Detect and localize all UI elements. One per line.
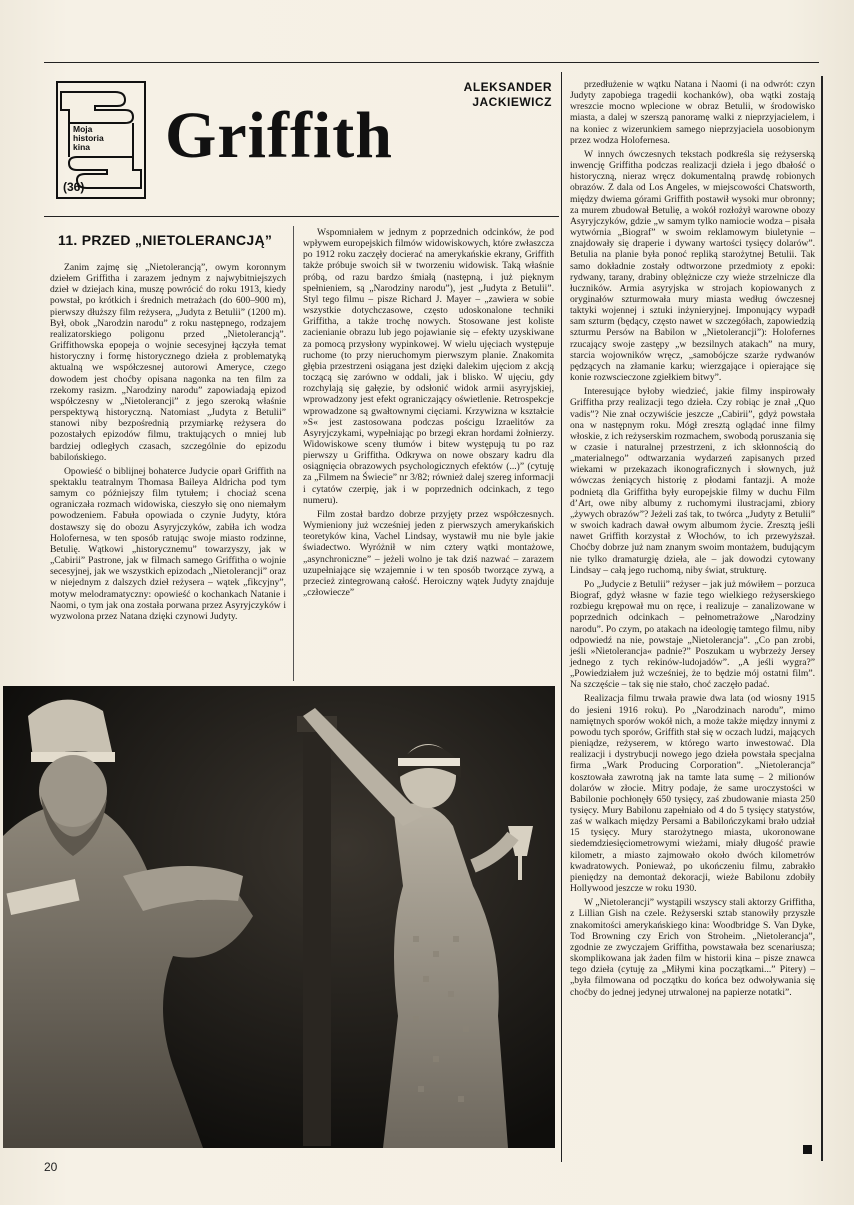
film-still-illustration bbox=[3, 686, 555, 1148]
header-bottom-rule bbox=[44, 216, 559, 217]
paragraph: przedłużenie w wątku Natana i Naomi (i na odwrót: czyn Judyty zapobiega tragedii kochanków), oba wątki zostają wreszcie mocno wplecione w obraz Betulii, w środowisko miasta, a dalej w szerszą panoramę walki z nieprzyjacielem, i na koniec z wizerunkiem samego nieprzyjaciela uosobionym przez wodza Holofernesa. bbox=[570, 79, 815, 146]
column-divider-2 bbox=[561, 72, 562, 1162]
author-byline bbox=[430, 80, 552, 110]
series-label-line-2: historia bbox=[73, 133, 104, 143]
paragraph: Opowieść o biblijnej bohaterce Judycie oparł Griffith na spektaklu teatralnym Thomasa Baileya Aldricha pod tym samym co późniejszy film tytułem; i chociaż scena ograniczała rozmach widowiska, cieszyło się ono niemałym powodzeniem. Fabuła opowiada o czynie Judyty, która dostawszy się do obozu Asyryjczyków, zabiła ich wodza Holofernesa, w ten sposób ratując swoje miasto rodzinne, Betulię. Wątkowi „historycznemu” towarzyszy, jak w „Cabirii” Pastrone, jak w filmach samego Griffitha o wojnie secesyjnej, jak we wszystkich epizodach „Nietolerancji” oraz w niejednym z dalszych dzieł reżysera – wątek „fikcyjny”, motyw melodramatyczny: opowieść o kochankach Natanie i Naomi, o tym jak ona została porwana przez Asyryjczyków i wyzwolona przez Natana dzięki czynowi Judyty. bbox=[50, 465, 286, 622]
text-column-2 bbox=[303, 227, 554, 598]
author-last-name: JACKIEWICZ bbox=[472, 95, 552, 109]
end-of-article-mark bbox=[803, 1145, 812, 1154]
series-label bbox=[72, 124, 110, 153]
paragraph: Po „Judycie z Betulii” reżyser – jak już mówiłem – porzuca Biograf, gdyż własne w fazie tego wielkiego reżyserskiego rozbiegu krępował mu on ręce, i realizuje – zanalizowane w poprzednich odcinkach – pełnometrażowe „Narodziny narodu”. Po czym, po atakach na ideologię tamtego filmu, niby odpowiedź na nie, powstaje „Nietolerancja”. „Co pan zrobi, jeśli »Nietolerancja« padnie?” Poszukam u wybrzeży Jersey jednego z tych rekinów-ludojadów”. „A jeśli wygra?” „Powiedziałem już wcześniej, że to będzie mój ostatni film”. Na szczęście – tak się nie stało, choć zaczęło padać. bbox=[570, 578, 815, 691]
section-heading: 11. PRZED „NIETOLERANCJĄ” bbox=[58, 232, 273, 248]
paragraph: W „Nietolerancji” wystąpili wszyscy stali aktorzy Griffitha, z Lillian Gish na czele. Reżyserski sztab stanowiły przyszłe znakomitości amerykańskiego kina: Woodbridge S. Van Dyke, Tod Browning czy Erich von Stroheim. „Nietolerancja”, zgodnie ze zwyczajem Griffitha, powstawała bez scenariusza; skomplikowana jak żaden film w historii kina – pisze znawca tego dzieła (cytuję za „Miłymi kina początkami...” Pitery) – „była filmowana od początku do końca bez odwoływania się choćby do jednej jedynej utrwalonej na papierze notatki”. bbox=[570, 897, 815, 998]
paragraph: Film został bardzo dobrze przyjęty przez współczesnych. Wymieniony już wcześniej jeden z pierwszych amerykańskich teoretyków kina, Vachel Lindsay, wystawił mu nie byle jakie świadectwo. Wyróżnił w nim cztery wątki montażowe, „asynchroniczne” – jeżeli wolno je tak dziś nazwać – zarazem uzupełniające się wzajemnie i w ten sposób tworzące zywą, a przecież zintegrowaną całość. Heroiczny wątek Judyty znajduje „człowiecze” bbox=[303, 508, 554, 598]
paragraph: Wspomniałem w jednym z poprzednich odcinków, że pod wpływem europejskich filmów widowiskowych, które zwłaszcza po 1912 roku zaczęły docierać na amerykańskie ekrany, Griffith także próbuje swoich sił w tworzeniu widowisk. Taką właśnie próbą, od razu bardzo śmiałą (następną, i już pięknym spełnieniem, są „Narodziny narodu”), jest „Judyta z Betulii”. Styl tego filmu – pisze Richard J. Mayer – „zawiera w sobie wszystkie dotychczasowe, często udoskonalone techniki Griffitha, a także trochę nowych. Stosowane jest koliste zacienianie obrazu lub jego pojawianie się – efekty uzyskiwane za pomocą przysłony wypinkowej. W wielu ujęciach występuje ruchome (to przy nieruchomym pierwszym planie. Znakomita głębia przestrzeni osiągana jest dzięki dalekim ujęciom z akcją toczącą się zarówno w oddali, jak i blisko. W ujęciu, gdy rozchylają się gałęzie, by odsłonić widok armii asyryjskiej, wprowadzony jest efekt ograniczający oświetlenie. Retrospekcje wprowadzone są gwałtownymi cięciami. Krzywizna w kształcie »S« jest zastosowana podczas pościgu Izraelitów za Asyryjczykami, wypełniając po brzegi ekran hordami żołnierzy. Widowiskowe sceny tłumów i bitew występują tu po raz pierwszy u Griffitha. Odkrywa on nowe obszary kadru dla osiągnięcia obrazowych psychologicznych efektów (...)” (cytuję za „Filmem na Świecie” nr 3/82; również dalej szereg informacji i cytatów czerpię, jak i w poprzednich odcinkach, z tego numeru). bbox=[303, 227, 554, 506]
series-number: (36) bbox=[63, 180, 85, 194]
film-still-photo bbox=[3, 686, 555, 1148]
series-logo bbox=[55, 80, 147, 200]
text-column-1 bbox=[50, 262, 286, 622]
paragraph: Zanim zajmę się „Nietolerancją”, owym koronnym dziełem Griffitha i zarazem jednym z najwybitniejszych dzieł w dziejach kina, muszę powrócić do roku 1913, kiedy powstał, po krótkich i średnich metrażach (do 600–900 m), pierwszy dłuższy film reżysera, „Judyta z Betulii” (1200 m). Był, obok „Narodzin narodu” z roku następnego, rodzajem realizatorskiego poligonu przed „Nietolerancją”. Griffithowska epopeja o wojnie secesyjnej łączyła temat historyczny i formę historycznego dzieła z problematyką aktualną we współczesnej autorowi Ameryce, czego dowodem jest choćby opisana nagonka na ten film za rzekomy rasizm. „Narodziny narodu” zapowiadają epizod współczesny w „Nietolerancji” z jego szeroką właśnie perspektywą historyczną. Natomiast „Judyta z Betulii” stanowi niby bezpośrednią przymiarkę reżysera do pozostałych epizodów filmu, traktujących o mniej lub bardziej odległych czasach, szczególnie do epizodu babilońskiego. bbox=[50, 262, 286, 463]
column-divider-1 bbox=[293, 226, 294, 681]
page-number: 20 bbox=[44, 1160, 58, 1174]
right-edge-rule bbox=[821, 76, 823, 1161]
author-first-name: ALEKSANDER bbox=[463, 80, 552, 94]
series-label-line-1: Moja bbox=[73, 124, 93, 134]
text-column-3 bbox=[570, 79, 815, 998]
series-label-line-3: kina bbox=[73, 142, 91, 152]
paragraph: Interesujące byłoby wiedzieć, jakie filmy inspirowały Griffitha przy realizacji tego dzieła. Czy robiąc je znał „Quo vadis”? Nie znał oczywiście jeszcze „Cabirii”, gdyż powstała ona w następnym roku. Mógł zresztą oglądać inne filmy włoskie, z ich reżyserskim rozmachem, swobodą poruszania się w czasie i naturalnej przestrzeni, z ich skłonnością do „materialnego” odtwarzania wydarzeń zapisanych przed wiekami w przekazach ikonograficznych i słownych, już wówczas żeniących historię z płodami fantazji. A może podnietą dla Griffitha były europejskie filmy w duchu Film d’Art, owe niby albumy z ruchomymi ilustracjami, zbiory „żywych obrazów”? Jeżeli zaś tak, to twórca „Judyty z Betulii” w swoich kadrach dawał owym albumom życie. Zresztą jeśli nawet Griffith korzystał z Włochów, to ich przewyższał. Choćby dobrze już nam znanym swoim montażem, budującym nie tylko dramaturgię dzieła, ale – jak dowodzi cytowany Lindsay – całą jego ruchomą, niby świat, strukturę. bbox=[570, 386, 815, 576]
paragraph: Realizacja filmu trwała prawie dwa lata (od wiosny 1915 do jesieni 1916 roku). Po „Narodzinach narodu”, mimo namiętnych sporów wokół nich, a może także między innymi z powodu tych sporów, Griffith stał się w oczach ludzi, mających pieniądze, reżyserem, w którego warto inwestować. Dla realizacji i dystrybucji nowego jego dzieła powstała specjalna firma „Wark Producing Corporation”. „Nietolerancja” kosztowała zawrotną jak na tamte lata sumę – 2 milionów dolarów w złocie. Mitry podaje, że same uroczystości w Babilonie pochłonęły 650 tysięcy, zaś zbudowanie miasta 250 tysięcy. Mury Babilonu zapełniało od 4 do 5 tysięcy statystów, zaś w walkach między Persami a Babilończykami brało udział 15 tysięcy. Mury starożytnego miasta, ukoronowane siedemdziesięciometrowymi wieżami, miały długość prawie kilometr, a miasto zajmowało około dwóch kilometrów kwadratowych. Ponieważ, po ukończeniu filmu, zabrakło pieniędzy na demontaż dekoracji, wieże Babilonu zdobiły Hollywood jeszcze w roku 1930. bbox=[570, 693, 815, 895]
paragraph: W innych ówczesnych tekstach podkreśla się reżyserską inwencję Griffitha podczas realizacji dzieła i jego dbałość o historyczną, nieraz wręcz dokumentalną prawdę robionych obrazów. Z dala od Los Angeles, w miejscowości Chatsworth, między dwiema górami Griffith postawił wysoki mur obronny; za murem zbudował Betulię, a wokół rozłożył warowne obozy Asyryjczyków, gdzie „w samym tylko namiocie wodza – pisała wytwórnia „Biograf” w swoim reklamowym biuletynie – znajdowały się draperie i dywany wartości tysięcy dolarów”. Betulia na planie była ponoć repliką starożytnej Betulii. Tak samo dokładnie zostały odtworzone przedmioty z epoki: rydwany, tarany, drabiny oblężnicze czy wieże strzelnicze dla łuczników. Armia asyryjska w strojach kopiowanych z oryginałów szturmowała mury miasta według ówczesnej taktyki wojennej i sztuki inżynieryjnej. Imponujący wypadł sam szturm (będący, często nawet w szczegółach, zapowiedzią szturmu Persów na Babilon w „Nietolerancji”): Holofernes rzucający swoje zastępy „w bezsilnych atakach” na mury, starcia wojowników wręcz, „samobójcze szarże rydwanów pędzących na złamanie karku; wierzgające i opierające się konie rozwscieczone zgiełkiem bitwy”. bbox=[570, 148, 815, 384]
top-rule bbox=[44, 62, 819, 63]
article-title: Griffith bbox=[165, 99, 393, 172]
